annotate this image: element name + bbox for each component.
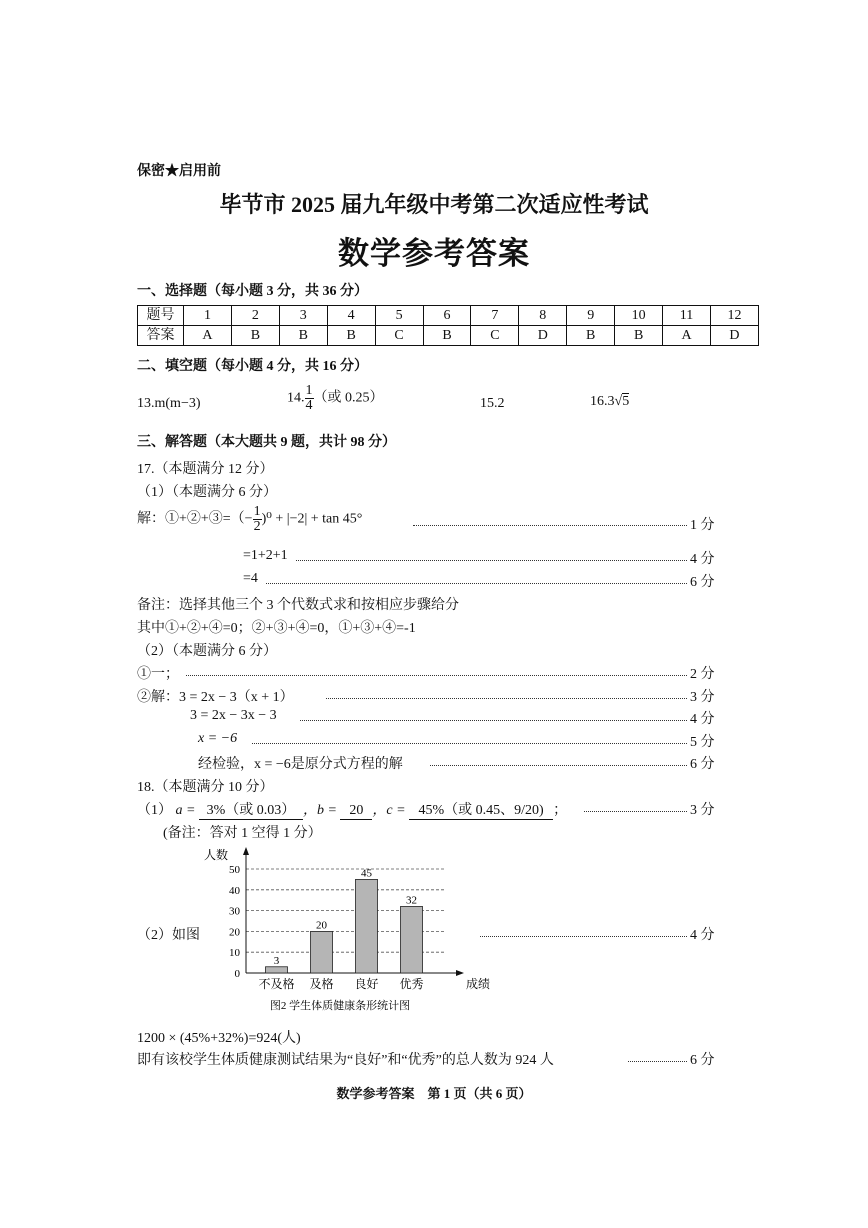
score: 4 分 [690,552,715,567]
x-tick-label: 及格 [309,977,334,991]
score: 4 分 [690,712,715,727]
q17-2-line5: 经检验，x = −6是原分式方程的解 [198,757,403,772]
q17-2-line3: 3 = 2x − 3x − 3 [190,708,277,723]
q17-2-line4: x = −6 [198,731,238,746]
question-number: 9 [567,306,615,326]
answer-16-prefix: 16.3 [590,394,615,409]
score: 6 分 [690,575,715,590]
y-tick-label: 40 [229,884,240,897]
row-label-question: 题号 [138,306,184,326]
leader-dots [480,936,687,937]
q18-1-line [137,799,567,820]
q17-2-line2: ②解：3 = 2x − 3（x + 1） [137,690,294,705]
bar [266,967,288,973]
data-label: 45 [361,867,372,880]
page-footer: 数学参考答案 第 1 页（共 6 页） [336,1086,532,1101]
answer-cell: B [231,326,279,346]
answer-cell: A [663,326,711,346]
answer-13: 13.m(m−3) [137,396,201,411]
note-1: 备注：选择其他三个 3 个代数式求和按相应步骤给分 [137,598,459,613]
data-label: 20 [316,919,327,932]
answer-cell: B [423,326,471,346]
section1-heading: 一、选择题（每小题 3 分，共 36 分） [137,284,368,299]
answer-15: 15.2 [480,396,505,411]
question-number: 4 [327,306,375,326]
question-number: 11 [663,306,711,326]
answer-row [138,326,759,346]
note-2: 其中①+②+④=0；②+③+④=0，①+③+④=-1 [137,621,416,636]
q17-1-heading: （1）（本题满分 6 分） [137,485,277,500]
leader-dots [296,560,687,561]
leader-dots [584,811,687,812]
score: 6 分 [690,1053,715,1068]
answer-14-alt: （或 0.25） [313,390,384,406]
y-tick-label: 30 [229,905,240,918]
answer-cell: A [184,326,232,346]
leader-dots [413,525,687,526]
score: 2 分 [690,667,715,682]
answer-cell: C [471,326,519,346]
answer-14-prefix: 14. [287,390,305,406]
q17-1-line1-post: )⁰ + |−2| + tan 45° [261,511,363,527]
fraction-numerator: 1 [305,383,313,398]
question-number-row [138,306,759,326]
leader-dots [186,675,687,676]
y-axis-arrow-icon [243,847,249,855]
answer-title: 数学参考答案 [338,236,530,271]
y-axis-title: 人数 [204,848,229,862]
data-label: 3 [273,954,280,967]
data-label: 32 [406,894,417,907]
x-axis-title: 成绩 [466,977,490,991]
q17-1-line1 [137,505,362,534]
x-tick-label: 不及格 [258,977,295,991]
label-a: a = [175,803,196,818]
question-number: 1 [184,306,232,326]
question-number: 5 [375,306,423,326]
q17-1-line1-pre: 解：①+②+③=（− [137,511,253,527]
bar [356,879,378,973]
answer-cell: C [375,326,423,346]
question-number: 12 [710,306,758,326]
sqrt-icon: √ [614,394,623,409]
y-tick-label: 20 [229,926,240,939]
score: 3 分 [690,690,715,705]
question-number: 7 [471,306,519,326]
q17-heading: 17.（本题满分 12 分） [137,462,274,477]
bar [401,906,423,973]
label-c: ，c = [372,803,406,818]
exam-title: 毕节市 2025 届九年级中考第二次适应性考试 [219,192,649,217]
q17-2-heading: （2）（本题满分 6 分） [137,644,277,659]
q17-1-line3: =4 [243,571,258,586]
question-number: 2 [231,306,279,326]
answer-cell: B [327,326,375,346]
section3-heading: 三、解答题（本大题共 9 题，共计 98 分） [137,435,396,450]
leader-dots [628,1061,687,1062]
value-a: 3%（或 0.03） [199,802,303,820]
radicand: 5 [622,394,630,409]
row-label-answer: 答案 [138,326,184,346]
x-axis-arrow-icon [456,970,464,976]
fraction-denominator: 2 [253,519,261,534]
q18-1-note: (备注：答对 1 空得 1 分） [163,826,322,841]
question-number: 6 [423,306,471,326]
question-number: 10 [615,306,663,326]
fraction-numerator: 1 [253,504,261,519]
leader-dots [266,583,687,584]
leader-dots [430,765,687,766]
fraction-denominator: 4 [305,398,313,413]
q18-1-end: ； [553,803,568,818]
score: 3 分 [690,803,715,818]
q18-heading: 18.（本题满分 10 分） [137,780,274,795]
value-b: 20 [340,802,372,820]
fraction-one-half [253,505,262,534]
answer-cell: D [519,326,567,346]
chart-title: 图2 学生体质健康条形统计图 [269,1000,411,1012]
conclusion-line: 即有该校学生体质健康测试结果为“良好”和“优秀”的总人数为 924 人 [137,1053,554,1068]
answer-cell: D [710,326,758,346]
y-tick-label: 50 [229,864,240,876]
bar [311,931,333,973]
q17-2-line1: ①一； [137,667,179,682]
score: 4 分 [690,928,715,943]
section2-heading: 二、填空题（每小题 4 分，共 16 分） [137,359,368,374]
answer-cell: B [615,326,663,346]
answer-16 [590,394,629,410]
leader-dots [300,720,687,721]
answer-table [137,305,759,346]
y-tick-label: 10 [229,947,240,960]
x-tick-label: 良好 [354,977,379,991]
question-number: 3 [279,306,327,326]
leader-dots [326,698,687,699]
question-number: 8 [519,306,567,326]
bar-chart [200,843,490,1015]
score: 1 分 [690,518,715,533]
x-tick-label: 优秀 [399,977,424,991]
y-tick-label: 0 [234,968,240,980]
q17-1-line2: =1+2+1 [243,548,288,563]
q18-1-prefix: （1） [137,803,172,818]
answer-14 [287,384,384,413]
score: 6 分 [690,757,715,772]
label-b: ，b = [302,803,337,818]
answer-cell: B [279,326,327,346]
answer-cell: B [567,326,615,346]
calc-line: 1200 × (45%+32%)=924(人) [137,1031,301,1046]
q18-2-label: （2）如图 [137,928,200,943]
fraction-one-quarter [305,384,314,413]
score: 5 分 [690,735,715,750]
leader-dots [252,743,687,744]
secret-label: 保密★启用前 [137,164,221,179]
value-c: 45%（或 0.45、9/20) [409,802,553,820]
